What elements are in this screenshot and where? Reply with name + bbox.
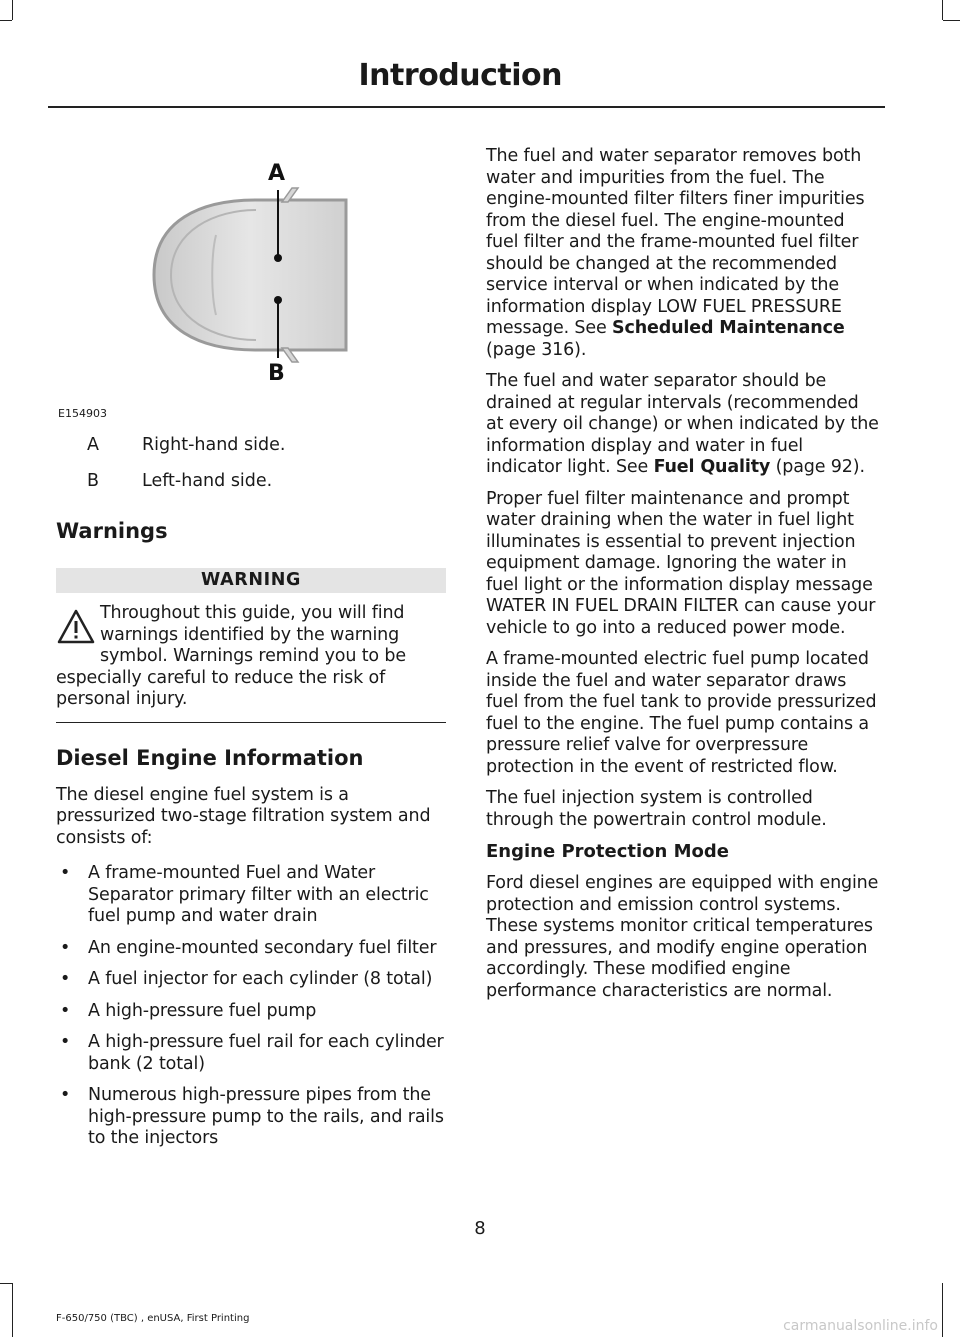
list-item: • A high-pressure fuel rail for each cylinder bank (2 total) bbox=[60, 1032, 444, 1074]
legend-text: Left-hand side. bbox=[142, 471, 273, 491]
list-item: • Numerous high-pressure pipes from the high-pressure pump to the rails, and rails to the injectors bbox=[60, 1085, 444, 1148]
diesel-intro: The diesel engine fuel system is a pressurized two-stage filtration system and consists of: bbox=[56, 784, 431, 848]
cross-reference-link[interactable]: Scheduled Maintenance bbox=[612, 318, 845, 338]
figure-code: E154903 bbox=[58, 407, 107, 420]
header-divider bbox=[48, 106, 885, 108]
warning-text: Throughout this guide, you will find warnings identified by the warning symbol. Warnings remind you to be especially careful to reduce the risk of personal injury. bbox=[56, 603, 406, 709]
callout-label-a: A bbox=[268, 161, 286, 186]
paragraph-injection: The fuel injection system is controlled through the powertrain control module. bbox=[486, 788, 827, 830]
legend-text: Right-hand side. bbox=[142, 435, 286, 455]
warning-triangle-icon bbox=[56, 607, 96, 647]
paragraph-engine-protection: Ford diesel engines are equipped with engine protection and emission control systems. These systems monitor critical temperatures and pressures, and modify engine operation accordingly. These modified engine performance characteristics are normal. bbox=[486, 873, 879, 1001]
diesel-components-list bbox=[56, 863, 446, 1150]
list-item: • A frame-mounted Fuel and Water Separator primary filter with an electric fuel pump and water drain bbox=[60, 863, 429, 926]
paragraph-fuel-separator: The fuel and water separator removes both water and impurities from the fuel. The engine-mounted filter filters finer impurities from the diesel fuel. The engine-mounted fuel filter and the frame-mounted fuel filter should be changed at the recommended service interval or when indicated by the information display LOW FUEL PRESSURE message. See Scheduled Maintenance (page 316). bbox=[486, 146, 865, 360]
page-number: 8 bbox=[474, 1218, 486, 1239]
section-heading-warnings: Warnings bbox=[56, 519, 168, 543]
legend-key: B bbox=[87, 471, 100, 491]
warning-box bbox=[56, 593, 446, 711]
cross-reference-link[interactable]: Fuel Quality bbox=[653, 457, 771, 477]
legend-row bbox=[56, 470, 446, 492]
section-heading-diesel: Diesel Engine Information bbox=[56, 745, 364, 770]
callout-label-b: B bbox=[268, 361, 285, 386]
list-item: • An engine-mounted secondary fuel filter bbox=[60, 937, 437, 958]
list-item: • A fuel injector for each cylinder (8 total) bbox=[60, 969, 433, 989]
crop-mark bbox=[0, 1283, 12, 1284]
vehicle-top-view-figure bbox=[56, 130, 446, 420]
footer-text: F-650/750 (TBC) , enUSA, First Printing bbox=[56, 1313, 250, 1324]
watermark: carmanualsonline.info bbox=[783, 1318, 938, 1334]
paragraph-draining: The fuel and water separator should be drained at regular intervals (recommended at every oil change) or when indicated by the information display and water in fuel indicator light. See Fuel Quality (page 92). bbox=[486, 371, 879, 477]
crop-mark bbox=[942, 1283, 943, 1337]
right-column bbox=[486, 146, 881, 1012]
legend-key: A bbox=[87, 435, 99, 455]
warning-divider bbox=[56, 722, 446, 723]
page-title: Introduction bbox=[358, 58, 562, 93]
crop-mark bbox=[942, 0, 943, 20]
paragraph-maintenance: Proper fuel filter maintenance and prompt water draining when the water in fuel light illuminates is essential to prevent injection equipment damage. Ignoring the water in fuel light or the information display message WATER IN FUEL DRAIN FILTER can cause your vehicle to go into a reduced power mode. bbox=[486, 488, 876, 638]
legend-row bbox=[56, 434, 446, 456]
warning-banner: WARNING bbox=[56, 568, 446, 593]
crop-mark bbox=[12, 1283, 13, 1337]
left-column bbox=[56, 130, 446, 1160]
crop-mark bbox=[12, 0, 13, 20]
crop-mark bbox=[943, 20, 960, 21]
subheading-engine-protection: Engine Protection Mode bbox=[486, 841, 729, 862]
list-item: • A high-pressure fuel pump bbox=[60, 1000, 317, 1021]
crop-mark bbox=[0, 20, 12, 21]
vehicle-outline-illustration bbox=[56, 130, 446, 420]
paragraph-fuel-pump: A frame-mounted electric fuel pump located inside the fuel and water separator draws fuel from the fuel tank to provide pressurized fuel to the engine. The fuel pump contains a pressure relief valve for overpressure protection in the event of restricted flow. bbox=[486, 649, 877, 777]
